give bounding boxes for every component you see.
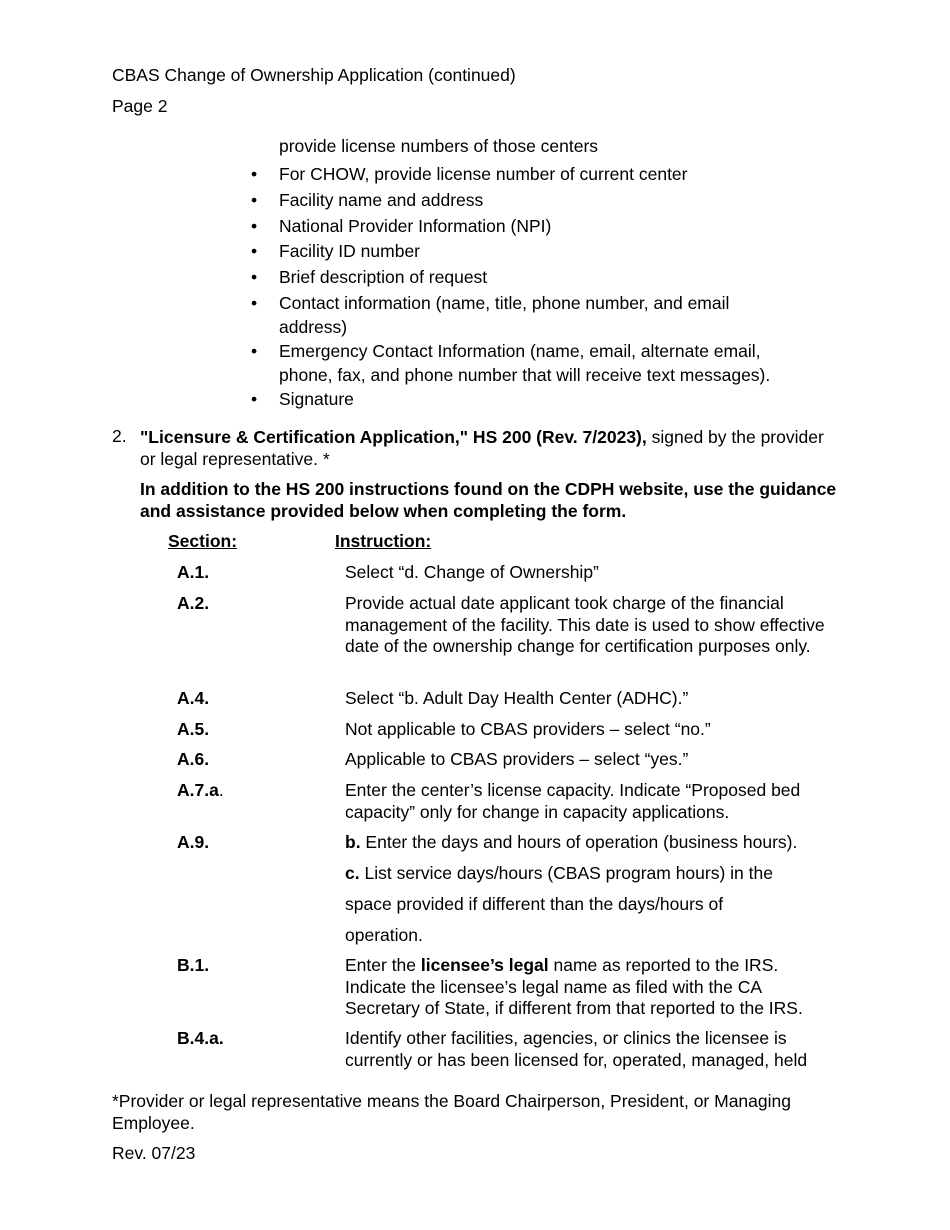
list-item: • Signature	[251, 388, 354, 409]
list-item: • Brief description of request	[251, 267, 488, 288]
section-code: A.1.	[177, 562, 210, 582]
list-item: • Contact information (name, title, phone number, and email address)	[251, 292, 730, 337]
section-code: A.7.a.	[177, 780, 224, 800]
instruction-text: Select “d. Change of Ownership”	[345, 562, 599, 582]
instruction-text: Select “b. Adult Day Health Center (ADHC).”	[345, 688, 689, 708]
list-item: • National Provider Information (NPI)	[251, 215, 552, 236]
instruction-text: Enter the center’s license capacity. Indicate “Proposed bed capacity” only for change in capacity applications.	[345, 780, 801, 822]
section-code: A.5.	[177, 719, 210, 739]
instruction-text: Identify other facilities, agencies, or clinics the licensee is currently or has been licensed for, operated, managed, held	[345, 1028, 808, 1070]
instruction-text: b. Enter the days and hours of operation (business hours).	[345, 832, 798, 852]
section-column-header: Section:	[168, 531, 238, 551]
instruction-text: operation.	[345, 925, 423, 945]
requirements-bullet-list	[249, 162, 770, 413]
list-item: • Facility name and address	[251, 189, 484, 210]
continued-bullet-text: provide license numbers of those centers	[279, 136, 599, 156]
instruction-text: Applicable to CBAS providers – select “yes.”	[345, 749, 689, 769]
item-number: 2.	[112, 426, 127, 446]
section-code: B.4.a.	[177, 1028, 224, 1048]
item-2-text	[140, 426, 840, 470]
instruction-column-header: Instruction:	[335, 531, 432, 551]
footnote: *Provider or legal representative means the Board Chairperson, President, or Managing Employee.	[112, 1091, 791, 1133]
list-item: • For CHOW, provide license number of current center	[251, 164, 688, 184]
item-2-description: signed by the provider or legal representative. *	[140, 427, 824, 469]
additional-guidance: In addition to the HS 200 instructions found on the CDPH website, use the guidance and assistance provided below when completing the form.	[140, 479, 837, 521]
revision-date: Rev. 07/23	[112, 1143, 196, 1163]
section-code: A.6.	[177, 749, 210, 769]
instruction-text: Provide actual date applicant took charge of the financial management of the facility. This date is used to show effective date of the ownership change for certification purposes only.	[345, 593, 825, 656]
instruction-text: space provided if different than the days/hours of	[345, 894, 724, 914]
instruction-text: c. List service days/hours (CBAS program hours) in the	[345, 863, 773, 883]
instruction-text: Enter the licensee’s legal name as reported to the IRS. Indicate the licensee’s legal name as filed with the CA Secretary of State, if different from that reported to the IRS.	[345, 955, 803, 1018]
page-number: Page 2	[112, 96, 168, 116]
section-code: A.4.	[177, 688, 210, 708]
section-code: A.9.	[177, 832, 210, 852]
list-item: • Emergency Contact Information (name, email, alternate email, phone, fax, and phone number that will receive text messages).	[251, 340, 771, 385]
section-code: B.1.	[177, 955, 210, 975]
instruction-text: Not applicable to CBAS providers – select “no.”	[345, 719, 711, 739]
list-item: • Facility ID number	[251, 241, 421, 262]
section-code: A.2.	[177, 593, 210, 613]
document-header-title: CBAS Change of Ownership Application (continued)	[112, 65, 516, 85]
item-2-title: "Licensure & Certification Application," HS 200 (Rev. 7/2023),	[140, 427, 647, 447]
